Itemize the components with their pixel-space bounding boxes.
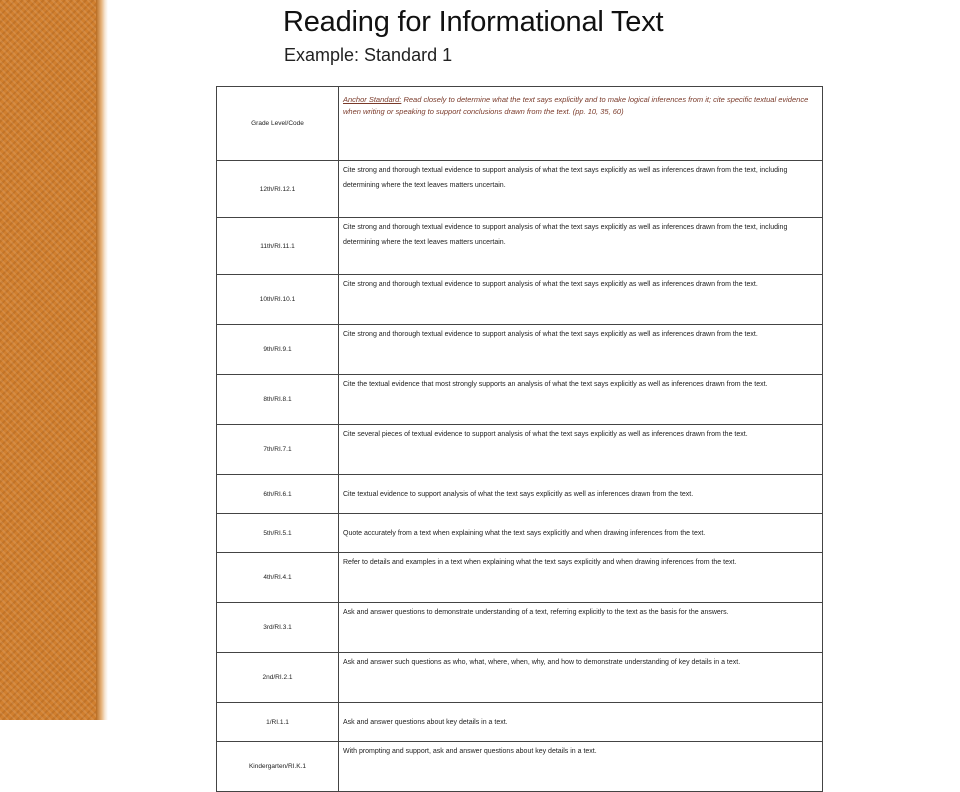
standard-text: Cite textual evidence to support analysis of what the text says explicitly as well as inferences drawn from the text. bbox=[339, 475, 823, 514]
table-row bbox=[217, 553, 823, 603]
standard-text: Cite several pieces of textual evidence to support analysis of what the text says explicitly as well as inferences drawn from the text. bbox=[339, 425, 823, 475]
slide-subtitle: Example: Standard 1 bbox=[284, 45, 453, 65]
grade-code: 7th/RI.7.1 bbox=[217, 425, 339, 475]
standard-text: Ask and answer questions about key details in a text. bbox=[339, 703, 823, 742]
standard-text: Ask and answer such questions as who, what, where, when, why, and how to demonstrate understanding of key details in a text. bbox=[339, 653, 823, 703]
table-row bbox=[217, 514, 823, 553]
standard-text: Cite strong and thorough textual evidence to support analysis of what the text says explicitly as well as inferences drawn from the text, including determining where the text leaves matters uncertain. bbox=[339, 161, 823, 218]
grade-code: 1/RI.1.1 bbox=[217, 703, 339, 742]
anchor-standard-label: Anchor Standard: bbox=[343, 95, 402, 104]
standard-text: Refer to details and examples in a text when explaining what the text says explicitly and when drawing inferences from the text. bbox=[339, 553, 823, 603]
decorative-side-bar bbox=[0, 0, 96, 720]
table-row bbox=[217, 325, 823, 375]
table-row bbox=[217, 742, 823, 792]
table-row bbox=[217, 161, 823, 218]
grade-code: 11th/RI.11.1 bbox=[217, 218, 339, 275]
grade-code: Kindergarten/RI.K.1 bbox=[217, 742, 339, 792]
standard-text: Ask and answer questions to demonstrate understanding of a text, referring explicitly to the text as the basis for the answers. bbox=[339, 603, 823, 653]
table-header-row bbox=[217, 87, 823, 161]
table-row bbox=[217, 475, 823, 514]
side-bar-edge bbox=[96, 0, 108, 720]
grade-code: 9th/RI.9.1 bbox=[217, 325, 339, 375]
grade-level-code-header: Grade Level/Code bbox=[217, 87, 339, 161]
table-row bbox=[217, 425, 823, 475]
grade-code: 6th/RI.6.1 bbox=[217, 475, 339, 514]
table-row bbox=[217, 603, 823, 653]
standard-text: Cite strong and thorough textual evidence to support analysis of what the text says explicitly as well as inferences drawn from the text, including determining where the text leaves matters uncertain. bbox=[339, 218, 823, 275]
standard-text: With prompting and support, ask and answer questions about key details in a text. bbox=[339, 742, 823, 792]
grade-code: 5th/RI.5.1 bbox=[217, 514, 339, 553]
anchor-standard-cell bbox=[339, 87, 823, 161]
grade-code: 2nd/RI.2.1 bbox=[217, 653, 339, 703]
slide-title: Reading for Informational Text bbox=[283, 6, 664, 38]
grade-code: 12th/RI.12.1 bbox=[217, 161, 339, 218]
standards-table bbox=[216, 86, 823, 792]
standard-text: Cite the textual evidence that most strongly supports an analysis of what the text says explicitly as well as inferences drawn from the text. bbox=[339, 375, 823, 425]
table-row bbox=[217, 218, 823, 275]
standard-text: Cite strong and thorough textual evidence to support analysis of what the text says explicitly as well as inferences drawn from the text. bbox=[339, 325, 823, 375]
grade-code: 4th/RI.4.1 bbox=[217, 553, 339, 603]
standard-text: Cite strong and thorough textual evidence to support analysis of what the text says explicitly as well as inferences drawn from the text. bbox=[339, 275, 823, 325]
standard-text: Quote accurately from a text when explaining what the text says explicitly and when drawing inferences from the text. bbox=[339, 514, 823, 553]
table-row bbox=[217, 703, 823, 742]
table-row bbox=[217, 375, 823, 425]
grade-code: 10th/RI.10.1 bbox=[217, 275, 339, 325]
table-row bbox=[217, 653, 823, 703]
grade-code: 3rd/RI.3.1 bbox=[217, 603, 339, 653]
grade-code: 8th/RI.8.1 bbox=[217, 375, 339, 425]
table-row bbox=[217, 275, 823, 325]
anchor-standard-text: Read closely to determine what the text says explicitly and to make logical inferences from it; cite specific textual evidence when writing or speaking to support conclusions drawn from the text. (pp. 10, 35, 60) bbox=[343, 95, 809, 116]
